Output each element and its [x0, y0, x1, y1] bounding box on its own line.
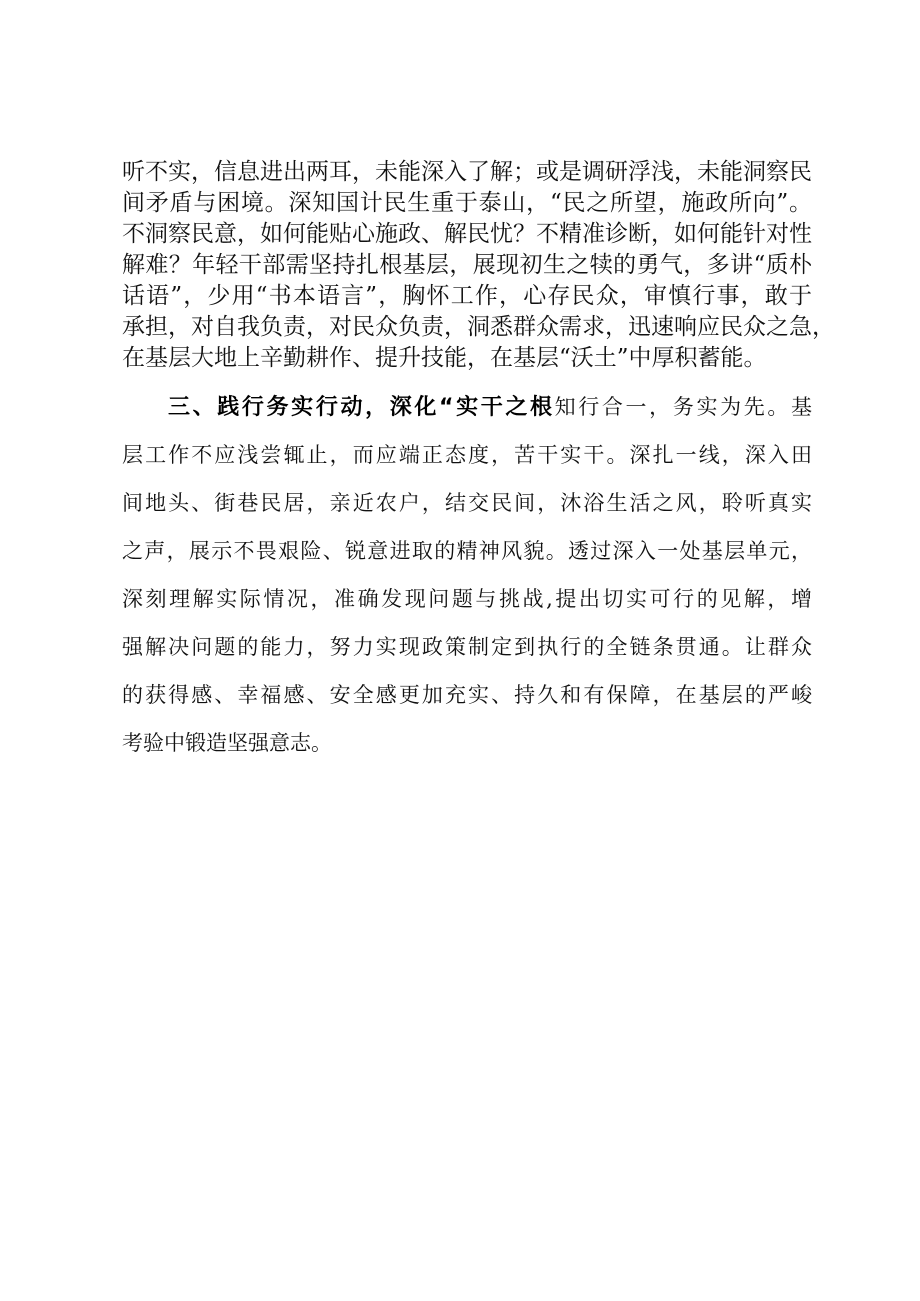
- section-heading: 三、践行务实行动，深化“实干之根: [168, 395, 555, 420]
- text-line: 深刻理解实际情况，准确发现问题与挑战,提出切实可行的见解，增: [122, 587, 812, 611]
- text-line: 在基层大地上辛勤耕作、提升技能，在基层“沃土”中厚积蓄能。: [122, 345, 767, 371]
- text-line: [122, 383, 812, 431]
- text-line: 承担，对自我负责，对民众负责，洞悉群众需求，迅速响应民众之急，: [122, 314, 835, 340]
- paragraph-1: [122, 157, 835, 374]
- text-line: 强解决问题的能力，努力实现政策制定到执行的全链条贯通。让群众: [122, 635, 812, 659]
- text-line: 解难？年轻干部需坚持扎根基层，展现初生之犊的勇气，多讲“质朴: [122, 252, 812, 278]
- text-line: 的获得感、幸福感、安全感更加充实、持久和有保障，在基层的严峻: [122, 683, 812, 707]
- heading-continuation: 知行合一，务实为先。基: [554, 395, 812, 419]
- text-line: 间矛盾与困境。深知国计民生重于泰山，“民之所望，施政所向”。: [122, 190, 812, 216]
- text-line: 层工作不应浅尝辄止，而应端正态度，苦干实干。深扎一线，深入田: [122, 443, 812, 467]
- text-line: 听不实，信息进出两耳，未能深入了解；或是调研浮浅，未能洞察民: [122, 159, 812, 185]
- text-line: 考验中锻造坚强意志。: [122, 731, 332, 755]
- text-line: 之声，展示不畏艰险、锐意进取的精神风貌。透过深入一处基层单元，: [122, 539, 812, 563]
- paragraph-2: [122, 383, 812, 767]
- text-line: 话语”，少用“书本语言”，胸怀工作，心存民众，审慎行事，敢于: [122, 283, 812, 309]
- text-line: 不洞察民意，如何能贴心施政、解民忧？不精准诊断，如何能针对性: [122, 221, 812, 247]
- text-line: 间地头、街巷民居，亲近农户，结交民间，沐浴生活之风，聆听真实: [122, 491, 812, 515]
